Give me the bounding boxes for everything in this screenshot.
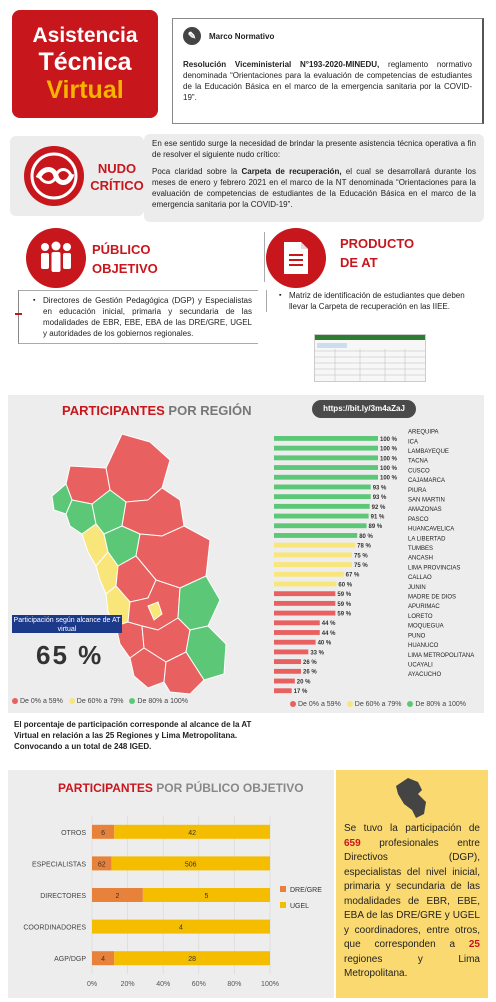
bar-category-label: AMAZONAS	[408, 507, 442, 514]
x-tick-label: 60%	[191, 981, 206, 988]
bar-value-label: 80 %	[359, 533, 373, 540]
segment-value-label: 5	[204, 893, 209, 900]
bar-legend: De 0% a 59% De 60% a 79% De 80% a 100%	[286, 701, 466, 708]
bar	[274, 572, 344, 577]
bar-value-label: 67 %	[345, 572, 360, 579]
bar	[274, 679, 295, 684]
legend-dot-yellow	[347, 701, 353, 707]
legend-dot-yellow	[69, 698, 75, 704]
bar-category-label: APURIMAC	[408, 604, 440, 611]
x-tick-label: 40%	[156, 981, 171, 988]
bar	[274, 640, 316, 645]
bar	[274, 533, 357, 538]
segment-value-label: 6	[101, 829, 106, 837]
legend-dot-green	[407, 701, 413, 707]
bar-category-label: LIMA PROVINCIAS	[408, 565, 461, 572]
bar-value-label: 59 %	[337, 601, 352, 608]
category-label: ESPECIALISTAS	[32, 861, 86, 869]
bar-value-label: 60 %	[338, 582, 353, 589]
bar-value-label: 59 %	[337, 592, 352, 599]
bar	[274, 611, 335, 616]
bar-value-label: 26 %	[303, 669, 317, 676]
bar-value-label: 78 %	[357, 543, 371, 550]
marco-title: Marco Normativo	[209, 31, 275, 41]
region-bar-chart	[270, 429, 482, 696]
title-line-1: Asistencia	[32, 24, 138, 47]
bar-category-label: AREQUIPA	[408, 429, 439, 436]
bar	[274, 659, 301, 664]
bar-category-label: ICA	[408, 439, 419, 446]
bar	[274, 485, 371, 490]
bar	[274, 494, 371, 499]
title-box	[12, 10, 158, 118]
producto-label: PRODUCTO DE AT	[340, 236, 415, 270]
bar	[274, 601, 335, 606]
x-tick-label: 20%	[120, 981, 135, 988]
audience-title: PARTICIPANTES POR PÚBLICO OBJETIVO	[58, 781, 304, 795]
people-icon	[26, 228, 86, 288]
category-label: OTROS	[61, 829, 86, 837]
x-tick-label: 80%	[227, 981, 242, 988]
bar-category-label: HUANUCO	[408, 643, 439, 650]
bar	[274, 552, 352, 557]
bar	[274, 514, 369, 519]
bar-category-label: LAMBAYEQUE	[408, 448, 449, 455]
bar-value-label: 89 %	[368, 524, 383, 531]
x-tick-label: 0%	[86, 981, 98, 988]
producto-list	[266, 290, 482, 312]
title-line-2: Técnica	[38, 48, 132, 76]
bar-value-label: 93 %	[372, 495, 387, 502]
title-line-3: Virtual	[46, 76, 124, 104]
bar-value-label: 59 %	[337, 611, 352, 618]
participation-badge: Participación según alcance de AT virtual	[13, 617, 121, 633]
segment-value-label: 28	[188, 956, 197, 964]
legend-swatch	[280, 902, 286, 908]
bar-value-label: 26 %	[303, 660, 317, 667]
bar	[274, 436, 378, 441]
publico-label: PÚBLICO OBJETIVO	[92, 242, 158, 276]
summary-text: Se tuvo la participación de 659 profesionales entre Directivos (DGP), especialistas del nivel inicial, primaria y secundaria de las modalidades de EBR, EBE, EBA de las DRE/GRE y UGEL y coordinadores, entre otros, que corresponden a 25 regiones y Lima Metropolitana.	[344, 823, 480, 979]
bar	[274, 669, 301, 674]
bar-value-label: 20 %	[296, 679, 311, 686]
legend-label: DRE/GRE	[290, 887, 322, 894]
category-label: COORDINADORES	[23, 924, 86, 932]
bar	[274, 543, 355, 548]
bar	[274, 688, 292, 693]
segment-value-label: 42	[188, 829, 197, 837]
nudo-intro: En ese sentido surge la necesidad de brindar la presente asistencia técnica operativa a fin de resolver el siguiente nudo crítico:	[152, 139, 476, 159]
nudo-critico-label-box	[10, 136, 144, 216]
region-link[interactable]: https://bit.ly/3m4aZaJ	[312, 400, 416, 418]
legend-dot-red	[290, 701, 296, 707]
bar-category-label: LIMA METROPOLITANA	[408, 652, 475, 659]
bar-value-label: 44 %	[321, 630, 336, 637]
bar	[274, 446, 378, 451]
bar-category-label: AYACUCHO	[408, 672, 442, 679]
participation-percent: 65 %	[36, 640, 104, 670]
bar-value-label: 100 %	[380, 456, 398, 463]
nudo-detail: Poca claridad sobre la Carpeta de recuperación, el cual se desarrollará durante los meses de enero y febrero 2021 en el marco de la NT denominada “Orientaciones para la evaluación de competencias de estudiantes de la Educación Básica en el marco de la emergencia sanitaria por la COVID-19”.	[152, 167, 476, 209]
knot-icon	[24, 146, 84, 206]
marco-text: Resolución Viceministerial N°193-2020-MINEDU, reglamento normativo denominada “Orientaciones para la evaluación de competencias de estudiantes de la Educación Básica en el marco de la emergencia sanitaria por la COVID-19”.	[183, 60, 472, 102]
spreadsheet-thumbnail	[314, 334, 426, 382]
bar-value-label: 100 %	[380, 475, 398, 482]
bar-value-label: 91 %	[370, 514, 385, 521]
bar-category-label: UCAYALI	[408, 662, 433, 669]
segment-value-label: 2	[115, 893, 120, 900]
category-label: DIRECTORES	[40, 893, 86, 900]
bar	[274, 620, 320, 625]
bar-value-label: 40 %	[317, 640, 332, 647]
bar-category-label: PASCO	[408, 516, 429, 523]
bar-value-label: 75 %	[354, 563, 368, 569]
bar-category-label: PIURA	[408, 487, 427, 494]
bar-category-label: ANCASH	[408, 555, 434, 562]
bar-value-label: 100 %	[380, 465, 398, 472]
bar-value-label: 33 %	[310, 650, 325, 657]
bar	[274, 465, 378, 470]
bar-category-label: SAN MARTIN	[408, 497, 445, 504]
bar	[274, 591, 335, 596]
bar-value-label: 100 %	[380, 436, 398, 443]
nudo-critico-text	[144, 134, 484, 222]
bar-value-label: 100 %	[380, 446, 398, 453]
bar	[274, 562, 352, 567]
divider	[264, 232, 265, 282]
bar-category-label: TACNA	[408, 458, 428, 465]
bar-category-label: HUANCAVELICA	[408, 526, 455, 533]
bar-value-label: 17 %	[293, 689, 308, 696]
bar	[274, 455, 378, 460]
legend-dot-green	[129, 698, 135, 704]
x-tick-label: 100%	[261, 981, 279, 988]
region-title: PARTICIPANTES POR REGIÓN	[62, 403, 252, 418]
nudo-label: NUDO CRÍTICO	[90, 161, 144, 193]
bar	[274, 504, 370, 509]
peru-map-icon	[390, 776, 434, 820]
bar-value-label: 44 %	[321, 621, 336, 628]
bar	[274, 582, 336, 587]
edit-icon: ✎	[183, 27, 201, 45]
bar-category-label: MADRE DE DIOS	[408, 594, 457, 601]
segment-value-label: 62	[97, 861, 106, 869]
region-conclusion: El porcentaje de participación corresponde al alcance de la AT Virtual en relación a las 25 Regiones y Lima Metropolitana. Convocando a un total de 248 IGED.	[14, 720, 252, 751]
legend-swatch	[280, 886, 286, 892]
legend-dot-red	[12, 698, 18, 704]
document-icon	[266, 228, 326, 288]
category-label: AGP/DGP	[54, 956, 86, 964]
legend-label: UGEL	[290, 903, 310, 910]
segment-value-label: 4	[179, 924, 183, 932]
summary-box	[336, 770, 488, 998]
bar-category-label: CALLAO	[408, 575, 432, 582]
audience-bar-chart	[8, 800, 334, 1000]
bar-category-label: JUNIN	[408, 584, 426, 591]
bar	[274, 475, 378, 480]
bar-category-label: PUNO	[408, 633, 426, 640]
list-item: ▪ Matriz de identificación de estudiantes que deben llevar la Carpeta de recuperación en las IIEE.	[279, 290, 482, 312]
segment-value-label: 506	[184, 861, 197, 869]
segment-value-label: 4	[101, 956, 106, 964]
bar-value-label: 93 %	[372, 485, 387, 492]
bar-category-label: CAJAMARCA	[408, 478, 446, 485]
bar-value-label: 75 %	[354, 553, 368, 560]
bar-category-label: CUSCO	[408, 468, 430, 475]
bar-category-label: LA LIBERTAD	[408, 536, 446, 543]
bar-category-label: LORETO	[408, 613, 433, 620]
marco-normativo-box	[172, 18, 484, 124]
bar	[274, 630, 320, 635]
bar	[274, 523, 367, 528]
bar	[274, 649, 308, 654]
bar-value-label: 92 %	[371, 504, 386, 511]
map-legend: De 0% a 59% De 60% a 79% De 80% a 100%	[8, 698, 188, 705]
list-item: ▪ Directores de Gestión Pedagógica (DGP) y Especialistas en educación inicial, primaria y secundaria de las modalidades de EBR, EBE, EBA de las DRE/GRE, UGEL y autoridades de los gobiernos regionales.	[33, 295, 252, 339]
bar-category-label: MOQUEGUA	[408, 623, 444, 630]
bar-category-label: TUMBES	[408, 546, 434, 553]
publico-list	[18, 290, 258, 344]
